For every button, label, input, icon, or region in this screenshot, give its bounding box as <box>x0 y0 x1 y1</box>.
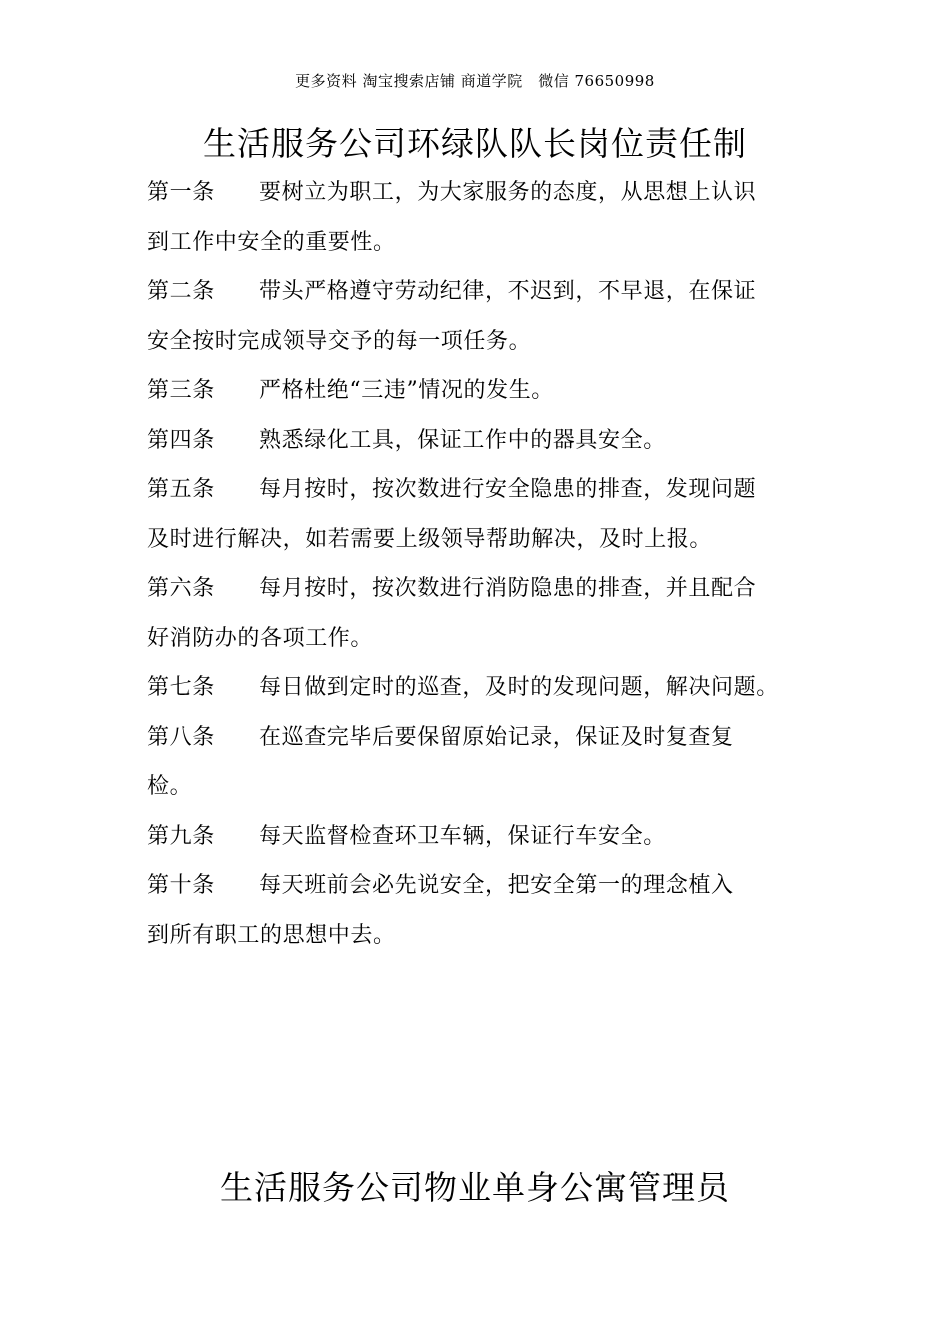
article-text: 及时进行解决，如若需要上级领导帮助解决，及时上报。 <box>147 526 713 552</box>
article-number: 第八条 <box>147 724 215 750</box>
article-3 <box>147 366 827 416</box>
article-text: 每月按时，按次数进行消防隐患的排查，并且配合 <box>259 576 757 601</box>
article-text: 带头严格遵守劳动纪律，不迟到，不早退，在保证 <box>259 279 757 304</box>
article-text: 每日做到定时的巡查，及时的发现问题，解决问题。 <box>259 675 779 700</box>
article-text: 安全按时完成领导交予的每一项任务。 <box>147 328 532 354</box>
article-text: 在巡查完毕后要保留原始记录，保证及时复查复 <box>259 724 734 750</box>
header-note: 更多资料 淘宝搜索店铺 商道学院 微信 76650998 <box>295 72 655 90</box>
article-number: 第二条 <box>147 279 215 304</box>
article-text: 每月按时，按次数进行安全隐患的排查，发现问题 <box>259 477 757 502</box>
article-text: 到所有职工的思想中去。 <box>147 922 396 948</box>
article-2 <box>147 267 827 317</box>
article-text: 熟悉绿化工具，保证工作中的器具安全。 <box>259 427 666 453</box>
article-text: 到工作中安全的重要性。 <box>147 229 396 255</box>
article-8-continuation <box>147 762 827 812</box>
article-5 <box>147 465 827 515</box>
article-7 <box>147 663 827 713</box>
article-number: 第五条 <box>147 477 215 502</box>
article-number: 第十条 <box>147 873 215 898</box>
article-6 <box>147 564 827 614</box>
article-text: 严格杜绝“三违”情况的发生。 <box>259 378 554 403</box>
article-1-continuation <box>147 218 827 268</box>
article-10 <box>147 861 827 911</box>
article-4 <box>147 416 827 466</box>
article-9 <box>147 812 827 862</box>
article-number: 第九条 <box>147 823 215 849</box>
article-text: 每天班前会必先说安全，把安全第一的理念植入 <box>259 873 734 898</box>
article-text: 检。 <box>147 774 193 799</box>
article-5-continuation <box>147 515 827 565</box>
article-number: 第六条 <box>147 576 215 601</box>
article-2-continuation <box>147 317 827 367</box>
article-text: 好消防办的各项工作。 <box>147 625 374 651</box>
article-number: 第一条 <box>147 180 215 205</box>
article-number: 第四条 <box>147 427 215 453</box>
article-10-continuation <box>147 911 827 961</box>
document-title: 生活服务公司环绿队队长岗位责任制 <box>203 124 747 163</box>
article-text: 要树立为职工，为大家服务的态度，从思想上认识 <box>259 180 757 205</box>
second-document-title: 生活服务公司物业单身公寓管理员 <box>220 1168 730 1207</box>
article-number: 第七条 <box>147 675 215 700</box>
article-1 <box>147 168 827 218</box>
article-list <box>147 168 827 960</box>
article-6-continuation <box>147 614 827 664</box>
article-8 <box>147 713 827 763</box>
article-text: 每天监督检查环卫车辆，保证行车安全。 <box>259 823 666 849</box>
article-number: 第三条 <box>147 378 215 403</box>
